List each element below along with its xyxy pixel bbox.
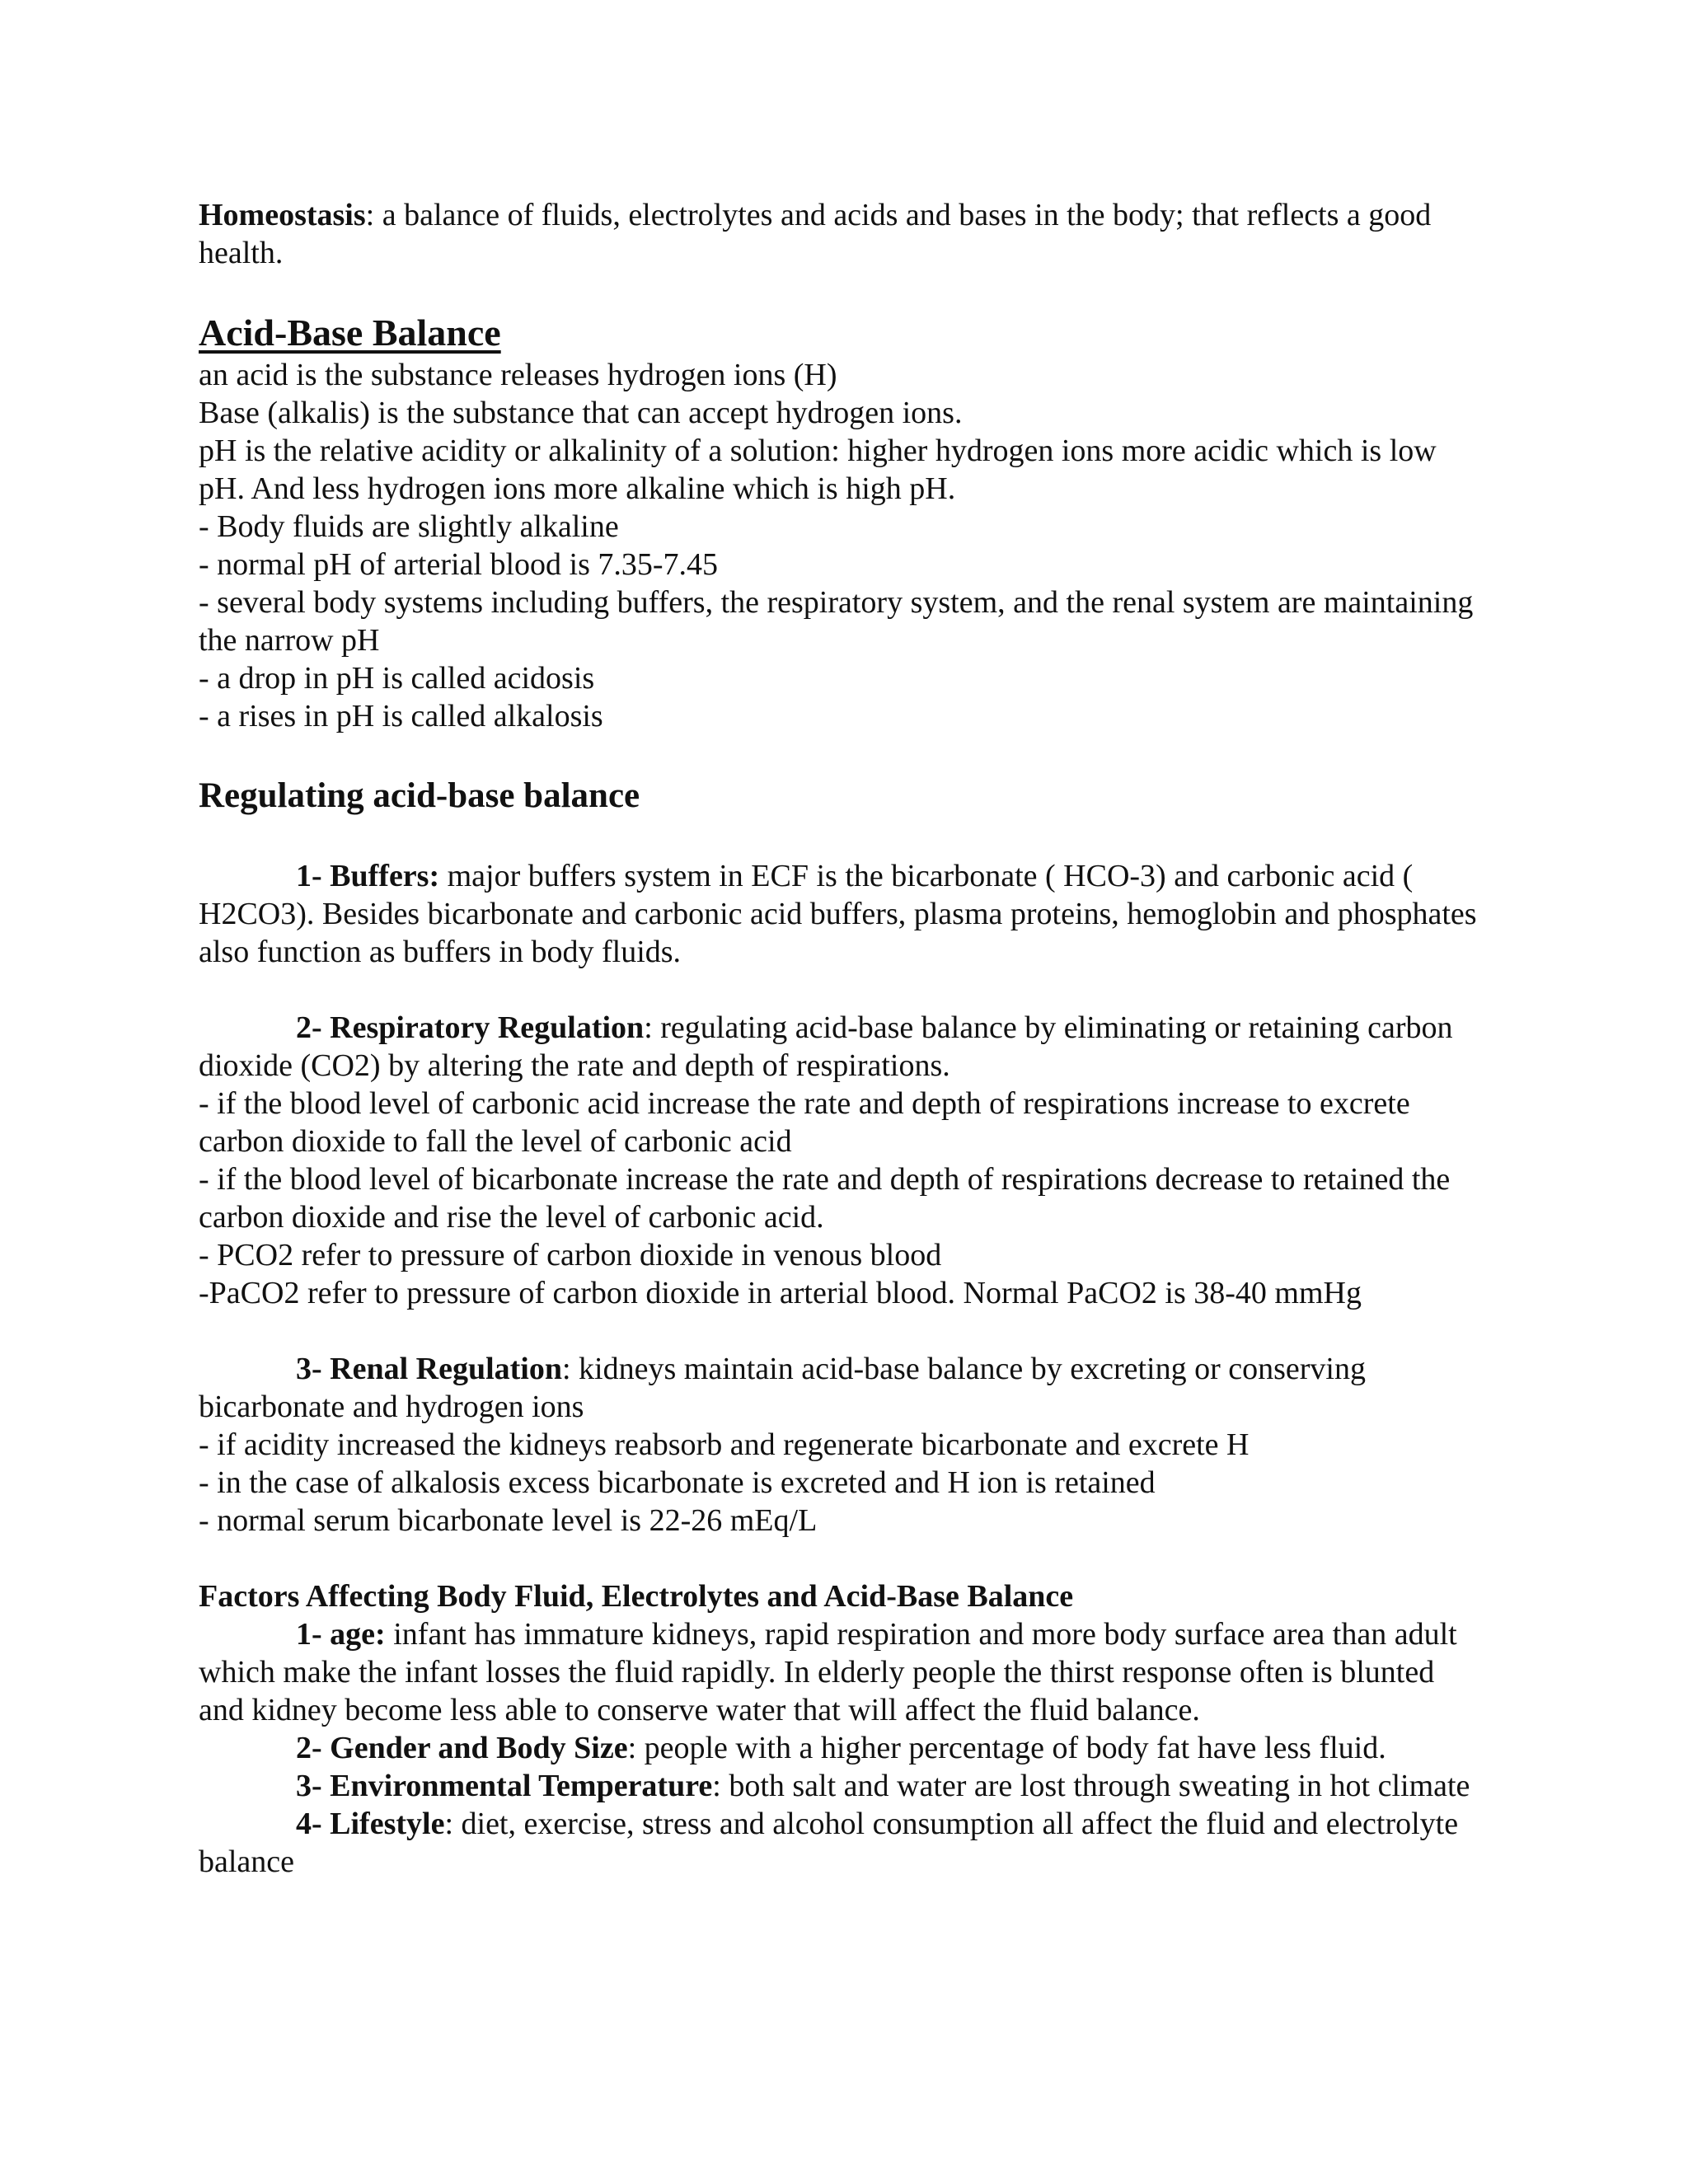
factors-heading: Factors Affecting Body Fluid, Electrolytes and Acid-Base Balance: [199, 1579, 1074, 1614]
acid-base-line: - several body systems including buffers, the respiratory system, and the renal system are maintaining the narrow pH: [199, 585, 1474, 658]
buffers-text: major buffers system in ECF is the bicarbonate ( HCO-3) and carbonic acid ( H2CO3). Besides bicarbonate and carbonic acid buffers, plasma proteins, hemoglobin and phosphates also function as buffers in body fluids.: [199, 859, 1477, 969]
factor-item: [199, 1729, 1484, 1767]
acid-base-line: Base (alkalis) is the substance that can accept hydrogen ions.: [199, 396, 963, 430]
factor-item: [199, 1767, 1484, 1805]
factor-text: : people with a higher percentage of body fat have less fluid.: [627, 1731, 1386, 1765]
renal-line: - if acidity increased the kidneys reabsorb and regenerate bicarbonate and excrete H: [199, 1427, 1250, 1462]
homeostasis-text: : a balance of fluids, electrolytes and acids and bases in the body; that reflects a good health.: [199, 198, 1432, 270]
renal-label: 3- Renal Regulation: [296, 1352, 562, 1386]
respiratory-section: [199, 1009, 1484, 1312]
renal-line: - normal serum bicarbonate level is 22-26 mEq/L: [199, 1503, 818, 1538]
respiratory-line: -PaCO2 refer to pressure of carbon dioxide in arterial blood. Normal PaCO2 is 38-40 mmHg: [199, 1276, 1362, 1310]
homeostasis-term: Homeostasis: [199, 198, 366, 232]
respiratory-text: : regulating acid-base balance by eliminating or retaining carbon dioxide (CO2) by altering the rate and depth of respirations.: [199, 1010, 1453, 1083]
factor-item: [199, 1805, 1484, 1881]
respiratory-line: - PCO2 refer to pressure of carbon dioxide in venous blood: [199, 1238, 942, 1272]
factor-label: 1- age:: [296, 1617, 386, 1652]
acid-base-line: - a drop in pH is called acidosis: [199, 661, 595, 696]
buffers-label: 1- Buffers:: [296, 859, 440, 893]
acid-base-heading: Acid-Base Balance: [199, 312, 501, 354]
factor-label: 2- Gender and Body Size: [296, 1731, 628, 1765]
respiratory-line: - if the blood level of bicarbonate increase the rate and depth of respirations decrease to retained the carbon dioxide and rise the level of carbonic acid.: [199, 1162, 1451, 1235]
acid-base-line: - normal pH of arterial blood is 7.35-7.45: [199, 547, 719, 582]
factor-text: : both salt and water are lost through sweating in hot climate: [712, 1769, 1470, 1803]
respiratory-label: 2- Respiratory Regulation: [296, 1010, 645, 1045]
regulating-heading: Regulating acid-base balance: [199, 776, 640, 815]
homeostasis-definition: [199, 196, 1484, 272]
acid-base-line: an acid is the substance releases hydrogen ions (H): [199, 358, 837, 392]
factor-item: [199, 1615, 1484, 1729]
factor-label: 4- Lifestyle: [296, 1807, 445, 1841]
document-page: [199, 196, 1484, 1881]
factor-text: : diet, exercise, stress and alcohol consumption all affect the fluid and electrolyte balance: [199, 1807, 1459, 1879]
factor-label: 3- Environmental Temperature: [296, 1769, 713, 1803]
renal-section: [199, 1350, 1484, 1540]
acid-base-line: - a rises in pH is called alkalosis: [199, 699, 603, 733]
acid-base-line: - Body fluids are slightly alkaline: [199, 509, 619, 544]
acid-base-section: [199, 356, 1484, 735]
buffers-paragraph: [199, 857, 1484, 971]
renal-line: - in the case of alkalosis excess bicarbonate is excreted and H ion is retained: [199, 1465, 1156, 1500]
acid-base-line: pH is the relative acidity or alkalinity of a solution: higher hydrogen ions more acidic which is low pH. And less hydrogen ions more alkaline which is high pH.: [199, 434, 1437, 506]
renal-text: : kidneys maintain acid-base balance by excreting or conserving bicarbonate and hydrogen ions: [199, 1352, 1366, 1424]
renal-paragraph: [199, 1350, 1484, 1426]
factor-text: infant has immature kidneys, rapid respiration and more body surface area than adult which make the infant losses the fluid rapidly. In elderly people the thirst response often is blunted and kidney become less able to conserve water that will affect the fluid balance.: [199, 1617, 1457, 1727]
respiratory-line: - if the blood level of carbonic acid increase the rate and depth of respirations increase to excrete carbon dioxide to fall the level of carbonic acid: [199, 1086, 1410, 1159]
respiratory-paragraph: [199, 1009, 1484, 1085]
factors-list: [199, 1615, 1484, 1881]
